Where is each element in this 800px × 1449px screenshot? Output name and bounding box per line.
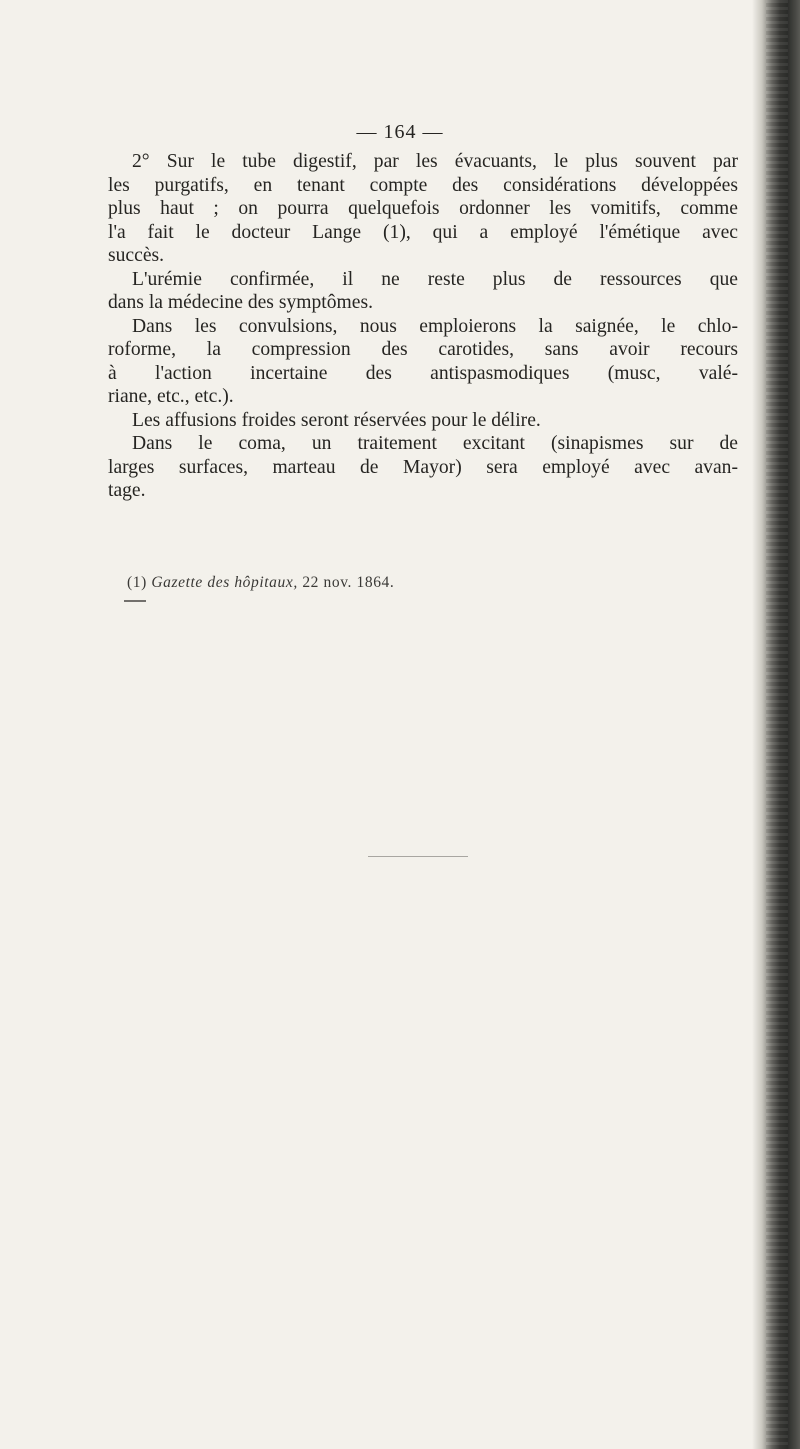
text-line: 2° Sur le tube digestif, par les évacuants, le plus souvent par [132, 151, 738, 172]
text-line: Les affusions froides seront réservées pour le délire. [132, 409, 541, 431]
paragraph-coma [108, 432, 738, 503]
text-line: L'urémie confirmée, il ne reste plus de ressources que [132, 268, 738, 290]
text-line: plus haut ; on pourra quelquefois ordonner les vomitifs, comme [108, 198, 738, 219]
text-line: tage. [108, 480, 146, 501]
paragraph-digestive-tract [108, 150, 738, 268]
text-line: roforme, la compression des carotides, sans avoir recours [108, 339, 738, 360]
paragraph-delirium [108, 409, 738, 433]
text-line: riane, etc., etc.). [108, 386, 234, 407]
text-line: Dans les convulsions, nous emploierons la saignée, le chlo- [132, 315, 738, 337]
text-line: larges surfaces, marteau de Mayor) sera employé avec avan- [108, 456, 738, 478]
section-divider [368, 856, 468, 857]
footnote-underline [124, 600, 146, 602]
footnote-journal: Gazette des hôpitaux, [151, 574, 298, 591]
text-line: Dans le coma, un traitement excitant (sinapismes sur de [132, 433, 738, 454]
footnote-marker: (1) [127, 574, 147, 591]
footnote-date: 22 nov. 1864. [302, 574, 395, 591]
paragraph-uremia [108, 268, 738, 315]
binding-edge-texture [766, 0, 788, 1449]
footnote [127, 573, 394, 593]
text-line: succès. [108, 245, 165, 266]
text-line: dans la médecine des symptômes. [108, 292, 373, 313]
text-line: l'a fait le docteur Lange (1), qui a employé l'émétique avec [108, 221, 738, 243]
paragraph-convulsions [108, 315, 738, 409]
page-number: — 164 — [356, 121, 444, 143]
text-line: à l'action incertaine des antispasmodiques (musc, valé- [108, 362, 738, 384]
body-text [108, 150, 738, 503]
text-line: les purgatifs, en tenant compte des considérations développées [108, 174, 738, 196]
